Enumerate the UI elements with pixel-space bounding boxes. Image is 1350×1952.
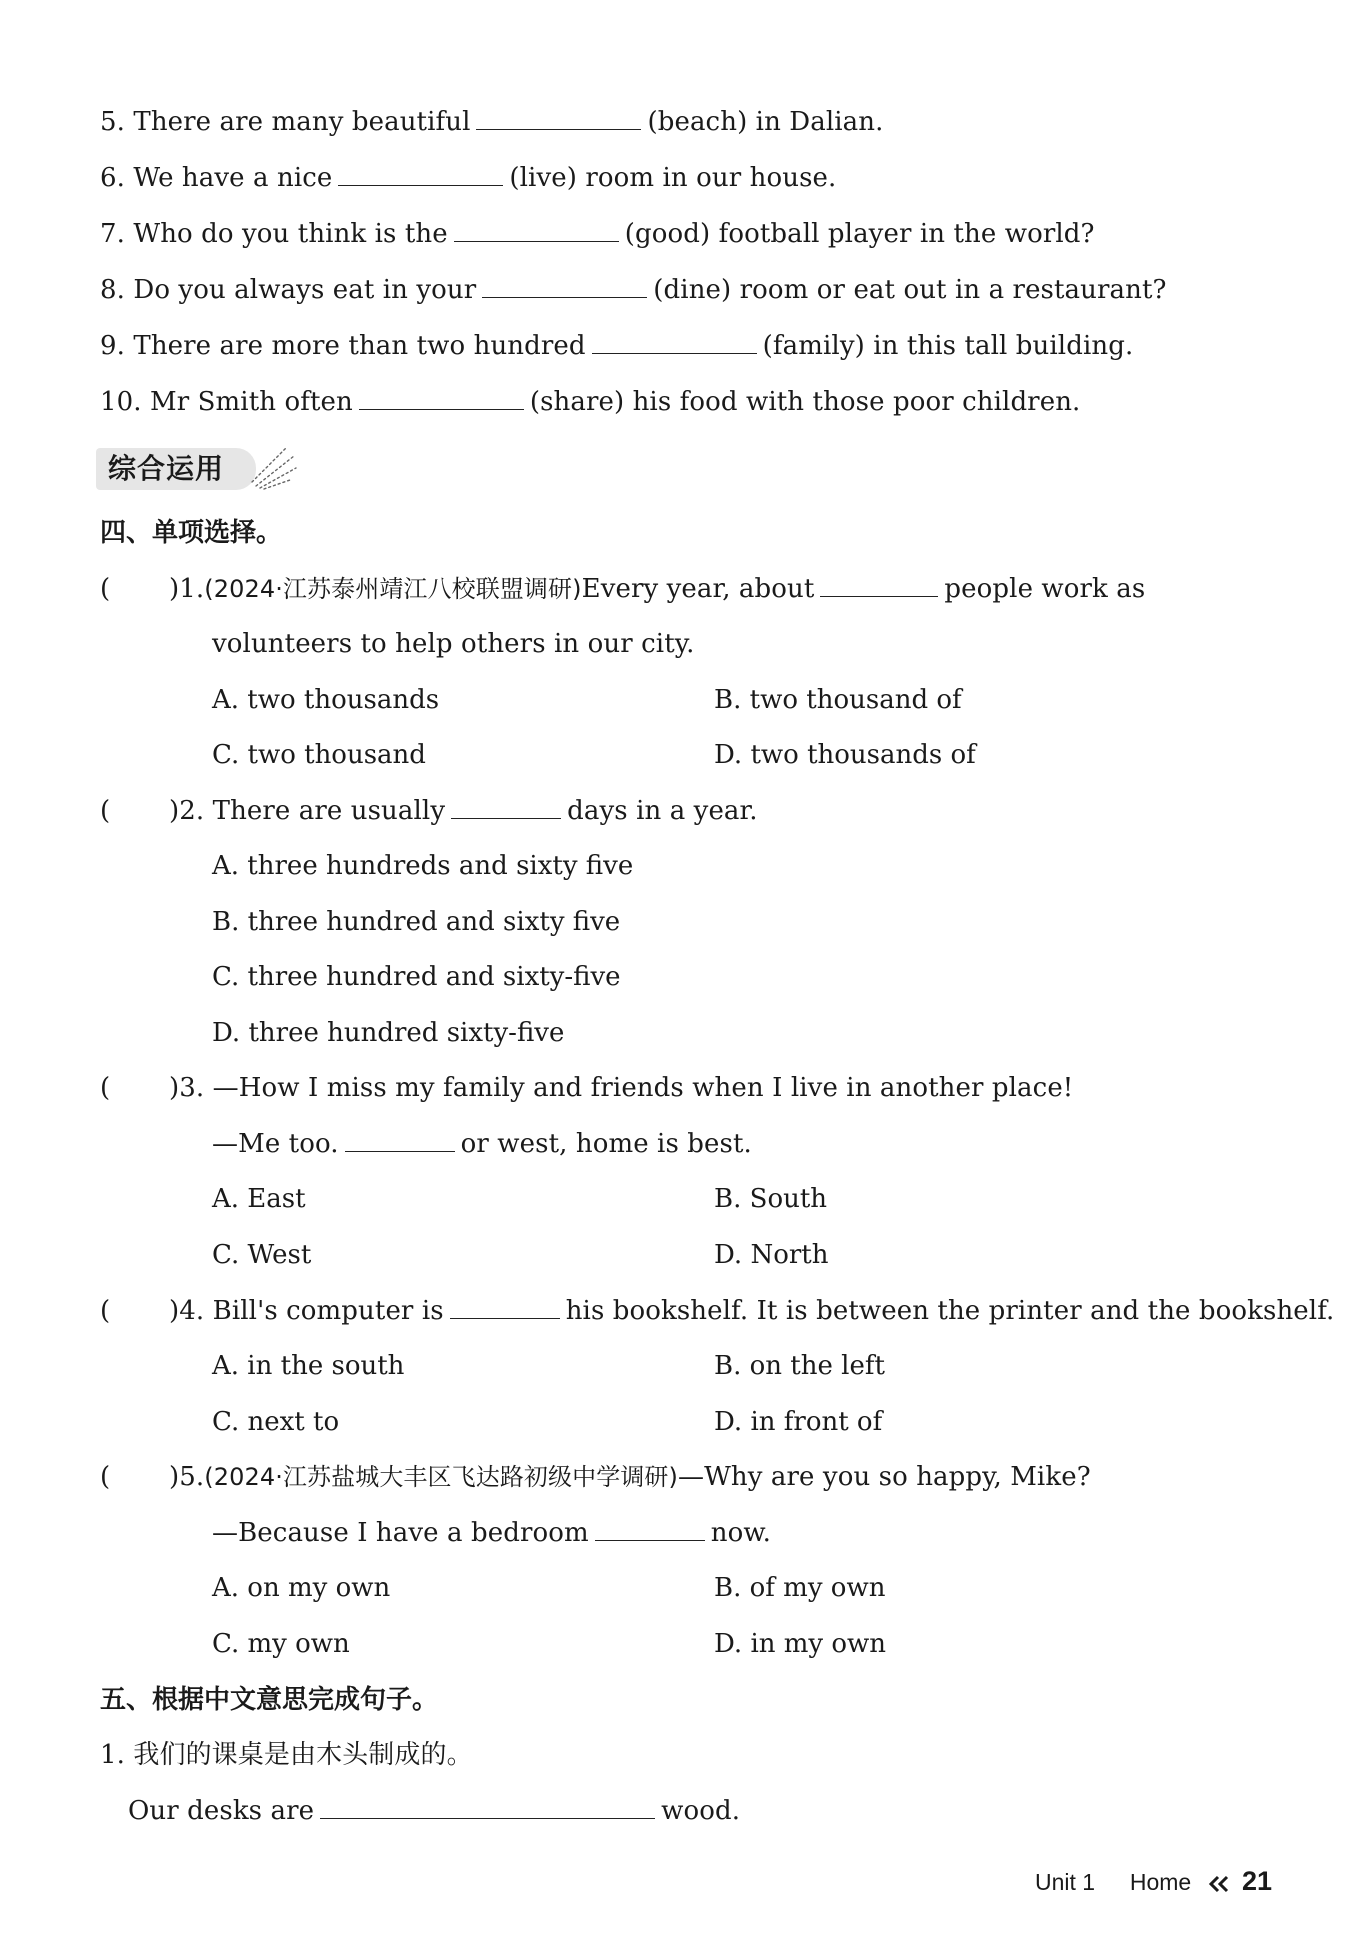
fill-item-5: 5. There are many beautiful (beach) in Dalian.: [100, 107, 884, 137]
answer-blank[interactable]: [320, 1796, 655, 1819]
answer-blank[interactable]: [820, 574, 938, 597]
section-banner: [96, 442, 306, 498]
answer-blank[interactable]: [454, 219, 619, 242]
option-c: C. next to: [212, 1407, 340, 1437]
answer-blank[interactable]: [450, 1296, 560, 1319]
question-4: )4. Bill's computer is his bookshelf. It is between the printer and the bookshelf.: [169, 1296, 1335, 1326]
option-b: B. of my own: [714, 1573, 886, 1603]
answer-blank[interactable]: [476, 107, 641, 130]
translation-item-1-chinese: 1. 我们的课桌是由木头制成的。: [100, 1740, 473, 1770]
answer-bracket[interactable]: (: [100, 1073, 111, 1103]
option-d: D. North: [714, 1240, 829, 1270]
question-1-continuation: volunteers to help others in our city.: [212, 629, 695, 659]
option-d: D. two thousands of: [714, 740, 976, 770]
question-source: (2024·江苏泰州靖江八校联盟调研): [204, 575, 582, 603]
option-a: A. two thousands: [212, 685, 440, 715]
option-a: A. on my own: [212, 1573, 391, 1603]
answer-bracket[interactable]: (: [100, 1462, 111, 1492]
option-c: C. three hundred and sixty-five: [212, 962, 621, 992]
question-source: (2024·江苏盐城大丰区飞达路初级中学调研): [204, 1463, 678, 1491]
fill-item-8: 8. Do you always eat in your (dine) room or eat out in a restaurant?: [100, 275, 1167, 305]
option-c: C. two thousand: [212, 740, 426, 770]
fill-item-9: 9. There are more than two hundred (family) in this tall building.: [100, 331, 1134, 361]
option-c: C. my own: [212, 1629, 350, 1659]
answer-bracket[interactable]: (: [100, 574, 111, 604]
option-b: B. two thousand of: [714, 685, 962, 715]
fill-item-6: 6. We have a nice (live) room in our house.: [100, 163, 837, 193]
answer-blank[interactable]: [451, 796, 561, 819]
answer-bracket[interactable]: (: [100, 796, 111, 826]
option-b: B. three hundred and sixty five: [212, 907, 621, 937]
question-2: )2. There are usually days in a year.: [169, 796, 758, 826]
question-3: )3. —How I miss my family and friends when I live in another place!: [169, 1073, 1074, 1103]
question-1: )1.(2024·江苏泰州靖江八校联盟调研)Every year, about people work as: [169, 574, 1146, 604]
answer-bracket[interactable]: (: [100, 1296, 111, 1326]
answer-blank[interactable]: [592, 331, 757, 354]
answer-blank[interactable]: [338, 163, 503, 186]
answer-blank[interactable]: [482, 275, 647, 298]
option-a: A. three hundreds and sixty five: [212, 851, 634, 881]
section-four-heading: 四、单项选择。: [100, 518, 283, 548]
question-5: )5.(2024·江苏盐城大丰区飞达路初级中学调研)—Why are you so happy, Mike?: [169, 1462, 1091, 1492]
sparkle-icon: [246, 442, 302, 492]
option-a: A. East: [212, 1184, 306, 1214]
section-five-heading: 五、根据中文意思完成句子。: [100, 1685, 439, 1715]
answer-blank[interactable]: [345, 1129, 455, 1152]
option-a: A. in the south: [212, 1351, 405, 1381]
option-d: D. three hundred sixty-five: [212, 1018, 565, 1048]
page-number: 21: [1242, 1866, 1273, 1896]
page-footer: [1035, 1864, 1272, 1899]
option-d: D. in my own: [714, 1629, 887, 1659]
question-3-reply: —Me too. or west, home is best.: [212, 1129, 752, 1159]
option-d: D. in front of: [714, 1407, 883, 1437]
fill-item-7: 7. Who do you think is the (good) football player in the world?: [100, 219, 1095, 249]
double-chevron-left-icon: [1208, 1874, 1230, 1894]
answer-blank[interactable]: [595, 1518, 705, 1541]
answer-blank[interactable]: [359, 387, 524, 410]
option-b: B. on the left: [714, 1351, 885, 1381]
translation-item-1-english: Our desks are wood.: [128, 1796, 741, 1826]
unit-title: Home: [1129, 1869, 1192, 1895]
option-b: B. South: [714, 1184, 828, 1214]
fill-item-10: 10. Mr Smith often (share) his food with those poor children.: [100, 387, 1081, 417]
unit-label: Unit 1: [1035, 1869, 1096, 1895]
banner-title: 综合运用: [108, 452, 225, 485]
option-c: C. West: [212, 1240, 312, 1270]
question-5-reply: —Because I have a bedroom now.: [212, 1518, 771, 1548]
